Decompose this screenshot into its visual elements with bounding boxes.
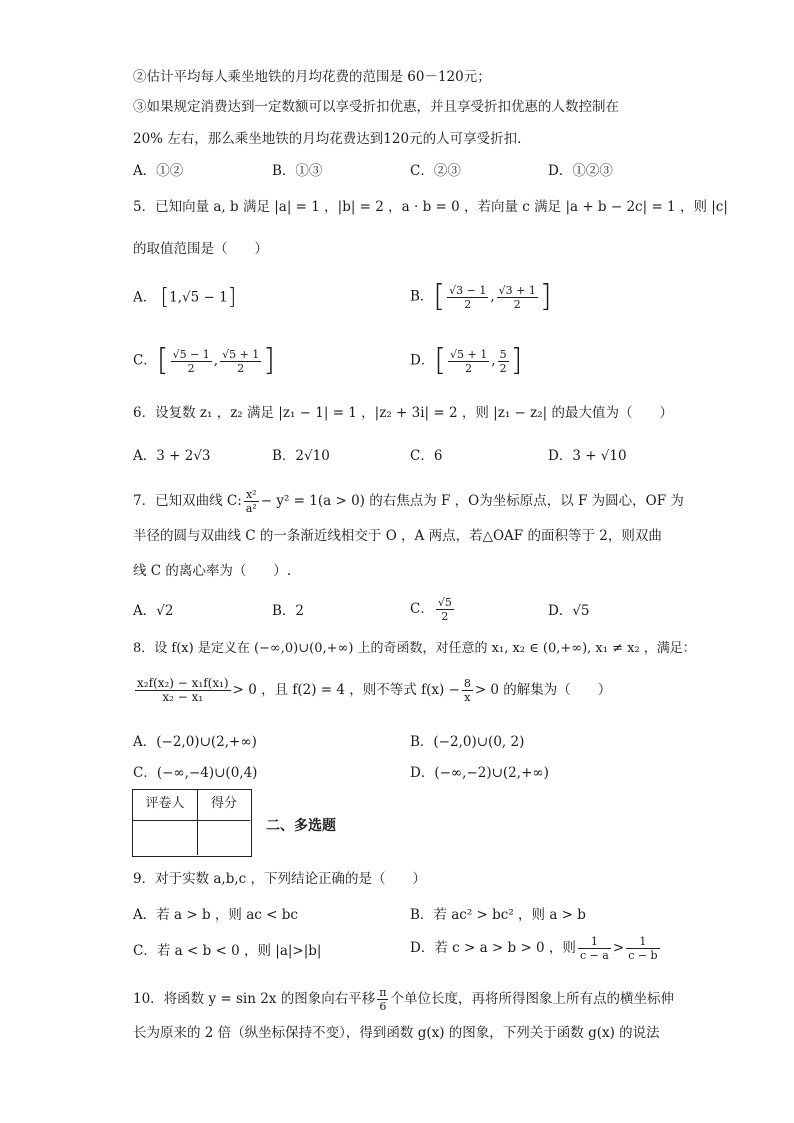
q4-option-d: D．①②③ [548,163,613,179]
q8-stem-end: > 0 的解集为（ ） [474,682,612,698]
q7-stem-suffix: − y² = 1(a > 0) 的右焦点为 F ，O为坐标原点，以 F 为圆心，OF 为 [260,493,684,509]
q8-stem-line2 [133,677,611,704]
q8-eight: 8 [463,677,471,690]
q7-option-c [410,596,456,623]
q5-a-high: √5 − 1 [182,289,228,306]
q5-d-high-num: 5 [499,347,507,361]
q9-option-b: B．若 ac² > bc² ，则 a > b [410,907,586,923]
q6-option-a: A．3 + 2√3 [133,448,211,464]
q5-b-den1: 2 [464,297,472,311]
q4-option-b: B．①③ [272,163,323,179]
q5-a-low: 1 [169,289,178,306]
q5-b-high-num: √3 + 1 [498,283,536,297]
grader-cell[interactable] [133,821,198,855]
grader-header: 评卷人 [133,790,198,821]
q5-d-den2: 2 [499,361,507,375]
q6-option-d: D．3 + √10 [548,448,627,464]
q5-c-low-num: √5 − 1 [172,347,210,361]
statement-3-line1: ③如果规定消费达到一定数额可以享受折扣优惠，并且享受折扣优惠的人数控制在 [133,99,619,115]
q7-stem-line3: 线 C 的离心率为（ ）. [133,563,292,579]
q6-option-b: B．2√10 [272,448,330,464]
q9-option-d [410,935,662,962]
q7-c-num: √5 [437,596,452,609]
q10-six: 6 [379,1000,387,1013]
q5-option-a: A． [1,√5 − 1] [133,285,237,310]
q10-pi: π [379,986,387,999]
q6-stem: 6．设复数 z₁ ，z₂ 满足 |z₁ − 1| = 1 ，|z₂ + 3i| = 2 ，则 |z₁ − z₂| 的最大值为（ ） [133,405,673,421]
q9-option-c: C．若 a < b < 0 ，则 |a|>|b| [133,943,322,959]
q7-option-b: B．2 [272,603,305,619]
q8-option-a: A．(−2,0)∪(2,+∞) [133,734,257,750]
q7-stem-line2: 半径的圆与双曲线 C 的一条渐近线相交于 O ，A 两点，若△OAF 的面积等于 2，则双曲 [133,528,662,544]
q10-stem-line1 [133,986,674,1013]
q9-d-text: D．若 c > a > b > 0 ，则 [410,940,576,956]
q10-stem-line2: 长为原来的 2 倍（纵坐标保持不变），得到函数 g(x) 的图象，下列关于函数 g(x) 的说法 [133,1025,660,1041]
q9-d-n2: 1 [626,935,659,949]
q5-b-den2: 2 [513,297,521,311]
q5-d-label: D． [410,352,435,369]
q9-d-gt: > [612,940,625,956]
q5-option-d: D．[ $\frac{√5 + 1}{2}$ , $\frac{5}{2}$ ] [410,343,523,378]
q5-c-den1: 2 [187,361,195,375]
q8-option-c: C．(−∞,−4)∪(0,4) [133,765,258,781]
q9-d-d2: c − b [628,949,658,962]
q5-c-label: C． [133,352,157,369]
statement-3-line2: 20% 左右，那么乘坐地铁的月均花费达到120元的人可享受折扣． [133,131,531,147]
q5-stem-line2: 的取值范围是（ ） [133,241,268,257]
q7-stem-line1 [133,488,684,515]
section-title-multiple-choice: 二、多选题 [266,818,336,834]
score-header: 得分 [198,790,250,821]
q5-option-c: C．[ $\frac{√5 - 1}{2}$ , $\frac{√5 + 1}{2}$ ] [133,343,276,378]
q6-option-c: C．6 [410,448,443,464]
q9-stem: 9．对于实数 a,b,c ，下列结论正确的是（ ） [133,871,427,887]
q5-option-b: B．[ $\frac{√3 - 1}{2}$ , $\frac{√3 + 1}{2}$ ] [410,279,552,314]
statement-2: ②估计平均每人乘坐地铁的月均花费的范围是 60－120元； [133,69,491,85]
q5-c-high-num: √5 + 1 [222,347,260,361]
q8-stem-mid: > 0 ，且 f(2) = 4 ，则不等式 f(x) − [232,682,460,698]
q4-option-c: C．②③ [410,163,461,179]
q9-d-d1: c − a [579,949,609,962]
q8-frac-num: x₂f(x₂) − x₁f(x₁) [137,676,229,690]
q5-stem: 5．已知向量 a, b 满足 |a| = 1 ，|b| = 2 ，a · b = 0 ，若向量 c 满足 |a + b − 2c| = 1 ，则 |c| [133,199,728,215]
q5-d-low-num: √5 + 1 [450,347,488,361]
q8-option-b: B．(−2,0)∪(0, 2) [410,734,525,750]
q7-stem-prefix: 7．已知双曲线 C: [133,493,242,509]
q7-a2: a² [245,502,257,515]
q4-option-a: A．①② [133,163,184,179]
q10-stem-prefix: 10．将函数 y = sin 2x 的图象向右平移 [133,991,376,1007]
q9-d-n1: 1 [578,935,611,949]
q8-option-d: D．(−∞,−2)∪(2,+∞) [410,765,549,781]
q7-c-den: 2 [441,610,449,623]
q7-x2: x² [244,488,259,502]
q8-x: x [464,691,471,704]
q5-b-low-num: √3 − 1 [449,283,487,297]
q5-d-den1: 2 [465,361,473,375]
grader-table [132,789,252,857]
q10-stem-suffix: 个单位长度，再将所得图象上所有点的横坐标伸 [390,991,674,1007]
q7-option-a: A．√2 [133,603,174,619]
q5-c-den2: 2 [237,361,245,375]
q5-a-label: A． [133,289,157,306]
q7-option-d: D．√5 [548,603,590,619]
q7-c-label: C． [410,601,434,617]
q8-stem-line1: 8．设 f(x) 是定义在 (−∞,0)∪(0,+∞) 上的奇函数，对任意的 x₁, x₂ ∈ (0,+∞), x₁ ≠ x₂ ，满足： [133,641,696,656]
q5-b-label: B． [410,288,434,305]
q8-frac-den: x₂ − x₁ [162,690,204,704]
q9-option-a: A．若 a > b ，则 ac < bc [133,907,298,923]
